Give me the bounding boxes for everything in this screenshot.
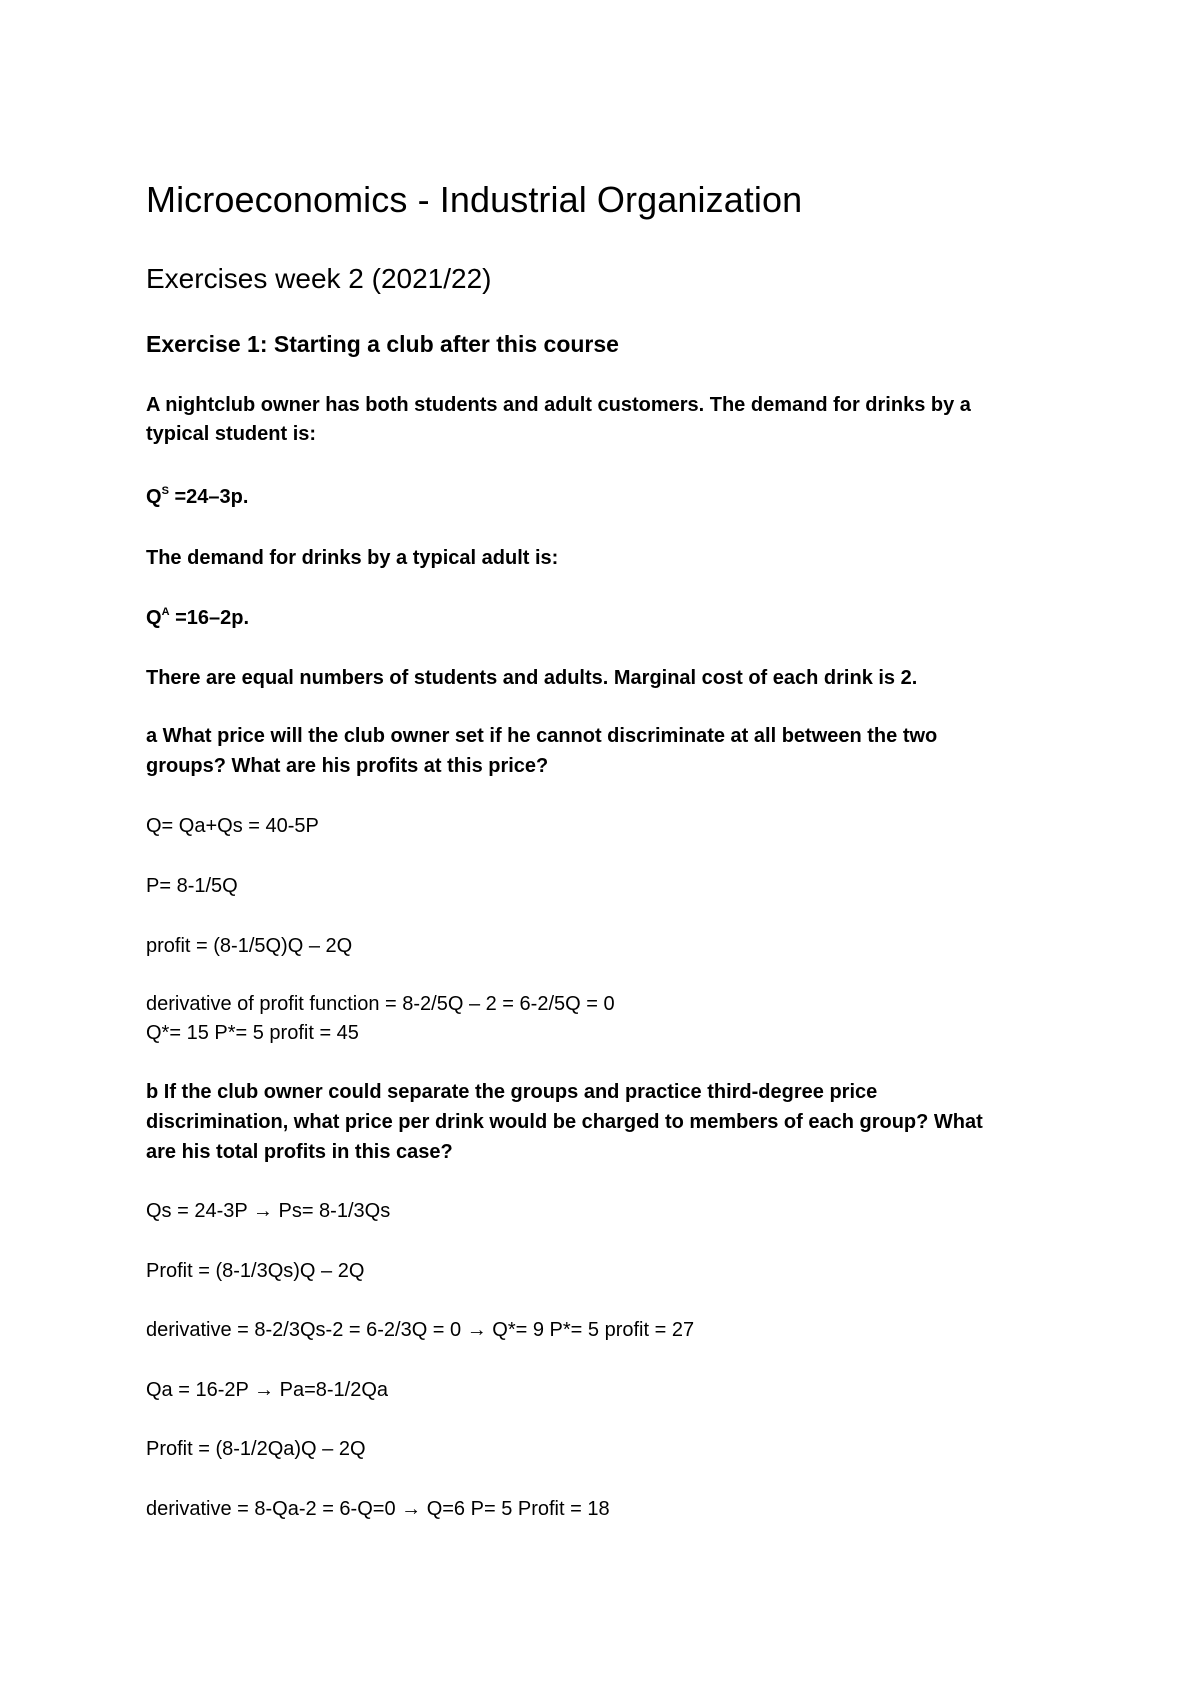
answer-b-line-6-part-2: Q=6 P= 5 Profit = 18	[421, 1498, 610, 1520]
equal-numbers-statement: There are equal numbers of students and adults. Marginal cost of each drink is 2.	[146, 667, 918, 689]
document-title: Microeconomics - Industrial Organization	[146, 179, 803, 220]
answer-a-line-3: profit = (8-1/5Q)Q – 2Q	[146, 935, 353, 957]
answer-b-line-4	[146, 1380, 388, 1400]
intro-line-2: typical student is:	[146, 423, 317, 445]
answer-a-line-5: Q*= 15 P*= 5 profit = 45	[146, 1022, 359, 1044]
adult-demand-base: Q	[146, 607, 162, 629]
student-demand-rest: =24–3p.	[168, 486, 249, 508]
arrow-icon: →	[401, 1498, 422, 1520]
adult-demand-equation	[146, 608, 249, 628]
adult-demand-superscript: A	[161, 606, 170, 618]
arrow-icon: →	[254, 1379, 275, 1401]
answer-b-line-3-part-2: Q*= 9 P*= 5 profit = 27	[486, 1319, 695, 1341]
answer-a-line-4: derivative of profit function = 8-2/5Q – 2 = 6-2/5Q = 0	[146, 993, 615, 1015]
answer-b-line-3	[146, 1320, 694, 1340]
answer-b-line-1-part-2: Ps= 8-1/3Qs	[272, 1200, 391, 1222]
answer-b-line-2: Profit = (8-1/3Qs)Q – 2Q	[146, 1260, 365, 1282]
question-b-line-3: are his total profits in this case?	[146, 1141, 453, 1163]
intro-line-1: A nightclub owner has both students and adult customers. The demand for drinks by a	[146, 394, 971, 416]
student-demand-equation	[146, 487, 248, 507]
exercise-heading: Exercise 1: Starting a club after this course	[146, 331, 619, 357]
question-a-line-2: groups? What are his profits at this price?	[146, 755, 549, 777]
question-a-line-1: a What price will the club owner set if he cannot discriminate at all between the two	[146, 725, 938, 747]
answer-b-line-4-part-2: Pa=8-1/2Qa	[274, 1379, 389, 1401]
adult-demand-intro: The demand for drinks by a typical adult is:	[146, 547, 559, 569]
question-b-line-1: b If the club owner could separate the groups and practice third-degree price	[146, 1081, 878, 1103]
answer-b-line-6	[146, 1499, 610, 1519]
answer-a-line-1: Q= Qa+Qs = 40-5P	[146, 815, 319, 837]
document-subtitle: Exercises week 2 (2021/22)	[146, 263, 492, 294]
answer-b-line-3-part-1: derivative = 8-2/3Qs-2 = 6-2/3Q = 0	[146, 1319, 467, 1341]
student-demand-base: Q	[146, 486, 162, 508]
question-b-line-2: discrimination, what price per drink would be charged to members of each group? What	[146, 1111, 983, 1133]
answer-b-line-5: Profit = (8-1/2Qa)Q – 2Q	[146, 1438, 366, 1460]
answer-b-line-1	[146, 1201, 390, 1221]
arrow-icon: →	[252, 1200, 273, 1222]
answer-b-line-6-part-1: derivative = 8-Qa-2 = 6-Q=0	[146, 1498, 402, 1520]
answer-b-line-4-part-1: Qa = 16-2P	[146, 1379, 255, 1401]
answer-b-line-1-part-1: Qs = 24-3P	[146, 1200, 253, 1222]
adult-demand-rest: =16–2p.	[169, 607, 250, 629]
student-demand-superscript: S	[161, 485, 169, 497]
arrow-icon: →	[466, 1319, 487, 1341]
answer-a-line-2: P= 8-1/5Q	[146, 875, 238, 897]
